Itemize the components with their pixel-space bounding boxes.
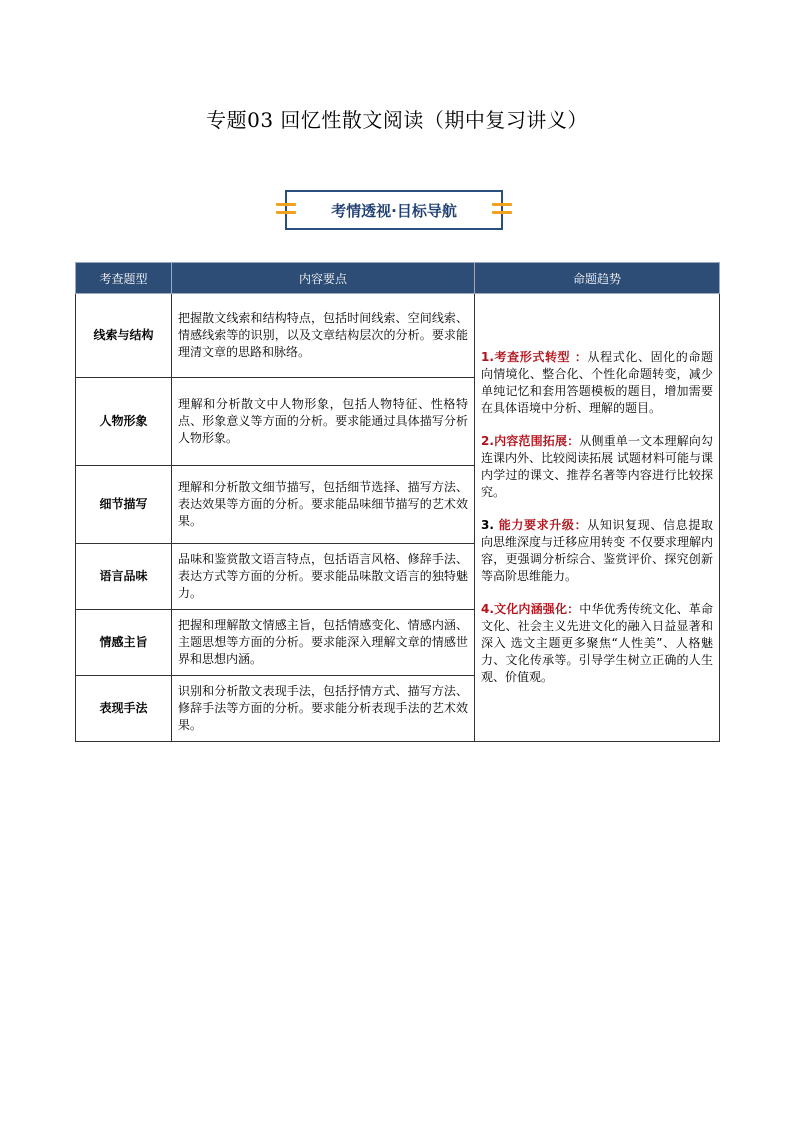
trend-item bbox=[481, 601, 713, 686]
trend-item bbox=[481, 433, 713, 501]
row-content: 品味和鉴赏散文语言特点，包括语言风格、修辞手法、表达方式等方面的分析。要求能品味散文语言的独特魅力。 bbox=[172, 544, 475, 610]
trend-number: 1. bbox=[481, 350, 494, 364]
header-question-type: 考查题型 bbox=[76, 263, 172, 294]
page-title: 专题03 回忆性散文阅读（期中复习讲义） bbox=[206, 108, 588, 132]
trend-label: 考查形式转型 ： bbox=[493, 350, 588, 364]
row-type: 情感主旨 bbox=[76, 610, 172, 676]
row-content: 理解和分析散文中人物形象，包括人物特征、性格特点、形象意义等方面的分析。要求能通过具体描写分析人物形象。 bbox=[172, 378, 475, 466]
trend-label: 内容范围拓展： bbox=[493, 434, 580, 448]
row-type: 表现手法 bbox=[76, 676, 172, 742]
row-content: 把握散文线索和结构特点，包括时间线索、空间线索、情感线索等的识别，以及文章结构层次的分析。要求能理清文章的思路和脉络。 bbox=[172, 294, 475, 378]
row-content: 把握和理解散文情感主旨，包括情感变化、情感内涵、主题思想等方面的分析。要求能深入理解文章的情感世界和思想内涵。 bbox=[172, 610, 475, 676]
trend-item bbox=[481, 517, 713, 585]
trend-number: 2. bbox=[481, 434, 494, 448]
trend-text: 从侧重单一文本理解向勾连课内外、比较阅读拓展 试题材料可能与课内学过的课文、推荐名著等内容进行比较探究。 bbox=[481, 434, 713, 499]
trend-cell bbox=[475, 294, 720, 742]
row-content: 识别和分析散文表现手法，包括抒情方式、描写方法、修辞手法等方面的分析。要求能分析表现手法的艺术效果。 bbox=[172, 676, 475, 742]
row-type: 线索与结构 bbox=[76, 294, 172, 378]
trend-label: 文化内涵强化： bbox=[493, 602, 580, 616]
row-type: 语言品味 bbox=[76, 544, 172, 610]
table-row bbox=[76, 294, 720, 378]
table-header-row bbox=[76, 263, 720, 294]
row-type: 人物形象 bbox=[76, 378, 172, 466]
trend-number: 4. bbox=[481, 602, 494, 616]
trend-text: 从程式化、固化的命题向情境化、整合化、个性化命题转变，减少单纯记忆和套用答题模板的题目，增加需要在具体语境中分析、理解的题目。 bbox=[481, 350, 713, 415]
banner-left-decoration bbox=[276, 203, 296, 217]
header-content-points: 内容要点 bbox=[172, 263, 475, 294]
header-trend: 命题趋势 bbox=[475, 263, 720, 294]
trend-item bbox=[481, 349, 713, 417]
row-type: 细节描写 bbox=[76, 466, 172, 544]
trend-text: 从知识复现、信息提取向思维深度与迁移应用转变 不仅要求理解内容，更强调分析综合、鉴赏评价、探究创新等高阶思维能力。 bbox=[481, 518, 713, 583]
section-banner bbox=[285, 190, 503, 230]
trend-text: 中华优秀传统文化、革命文化、社会主义先进文化的融入日益显著和深入 选文主题更多聚焦“人性美”、人格魅力、文化传承等。引导学生树立正确的人生观、价值观。 bbox=[481, 602, 713, 684]
trend-number: 3. bbox=[481, 518, 499, 532]
banner-right-decoration bbox=[492, 203, 512, 217]
trend-label: 能力要求升级： bbox=[498, 518, 588, 532]
row-content: 理解和分析散文细节描写，包括细节选择、描写方法、表达效果等方面的分析。要求能品味细节描写的艺术效果。 bbox=[172, 466, 475, 544]
banner-title: 考情透视·目标导航 bbox=[331, 201, 457, 220]
exam-analysis-table bbox=[75, 262, 720, 742]
